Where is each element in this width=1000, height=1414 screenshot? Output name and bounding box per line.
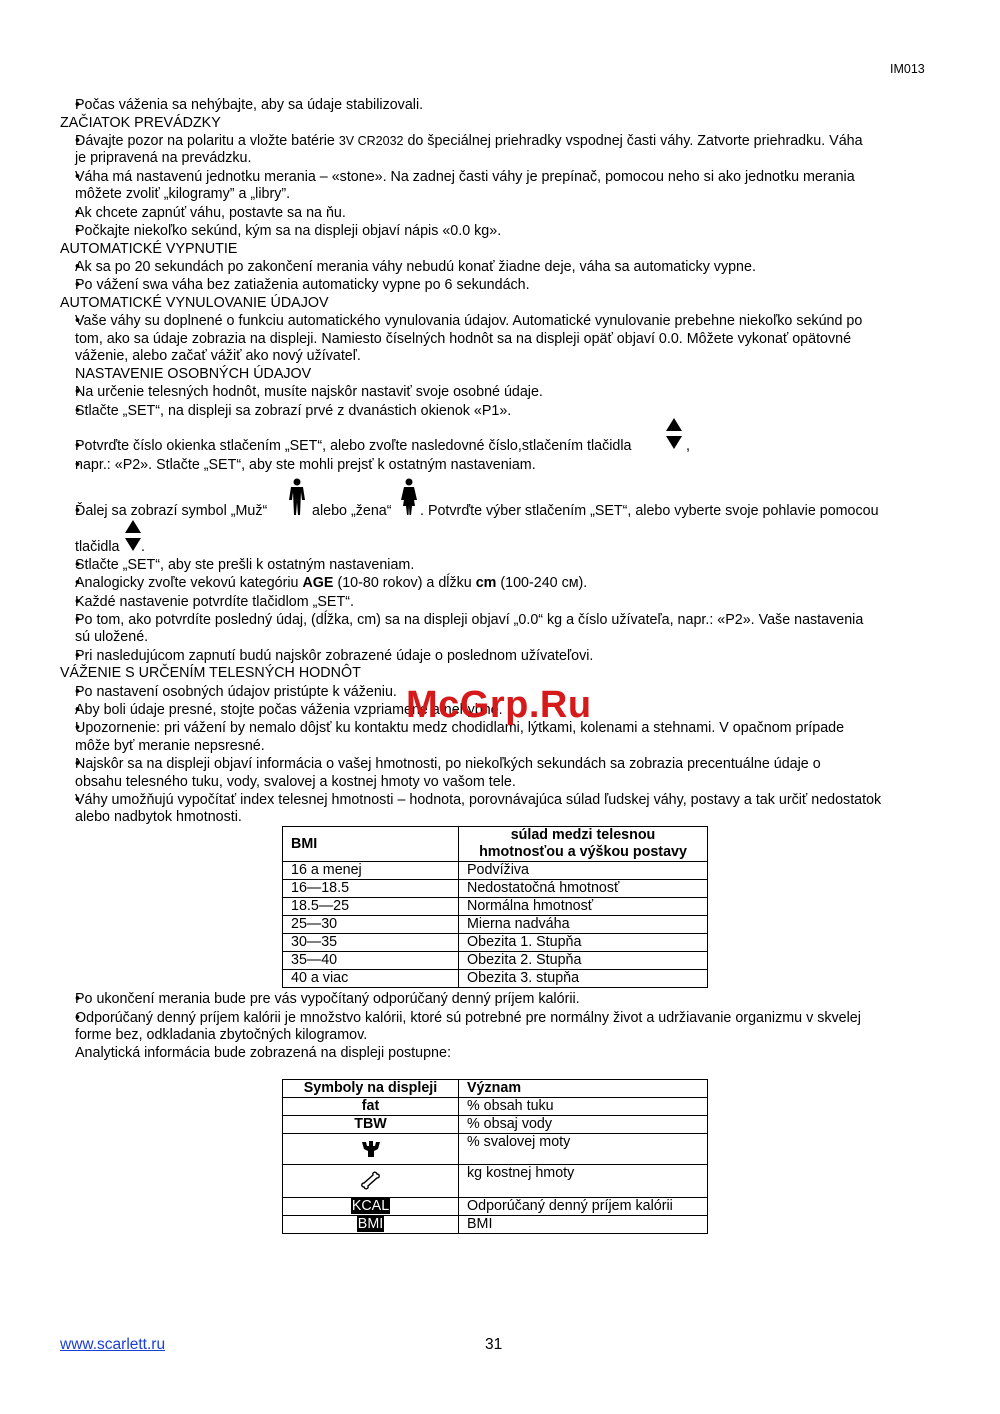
woman-icon (400, 478, 418, 520)
list-item: • Stlačte „SET“, aby ste prešli k ostatným nastaveniam. (75, 557, 414, 574)
comma: , (686, 438, 690, 454)
list-item: • Aby boli údaje presné, stojte počas váženia vzpriamene a nehybne. (75, 702, 503, 719)
table-header-row (283, 827, 708, 862)
table-row: % svalovej moty (283, 1134, 708, 1165)
watermark: McGrp.Ru (406, 684, 592, 726)
list-item-cont: môžete zvoliť „kilogramy” a „libry”. (75, 186, 291, 202)
table-row: 16 a menej Podvíživa (283, 862, 708, 880)
list-item: • Po nastavení osobných údajov pristúpte k váženiu. (75, 684, 397, 701)
list-item-cont: váženie, alebo začať vážiť ako nový užívateľ. (75, 348, 361, 364)
bmi-symbol: BMI (357, 1216, 384, 1232)
up-down-arrow-icon (665, 418, 683, 454)
list-item: • Každé nastavenie potvrdíte tlačidlom „SET“. (75, 594, 354, 611)
table-row: 25—30 Mierna nadváha (283, 916, 708, 934)
female-label: alebo „žena“ (312, 503, 392, 519)
list-item: • Počas váženia sa nehýbajte, aby sa údaje stabilizovali. (75, 97, 423, 114)
period: . (141, 539, 145, 555)
table-header-row (283, 1080, 708, 1098)
list-item: • Vaše váhy su doplnené o funkciu automatického vynulovania údajov. Automatické vynulovanie prebehne niekoľko sekúnd po (75, 313, 862, 330)
up-down-arrow-icon (124, 520, 142, 556)
list-item: • Váhy umožňujú vypočítať index telesnej hmotnosti – hodnota, porovnávajúca súlad ľudskej váhy, postavy a tak určiť nedostatok (75, 792, 881, 809)
table-row: 16—18.5 Nedostatočná hmotnosť (283, 880, 708, 898)
table-row: BMI BMI (283, 1216, 708, 1234)
table-row: 30—35 Obezita 1. Stupňa (283, 934, 708, 952)
table-header-cell: Význam (459, 1080, 708, 1098)
list-item: • Pri nasledujúcom zapnutí budú najskôr zobrazené údaje o poslednom užívateľovi. (75, 648, 593, 665)
list-item-cont: obsahu telesného tuku, vody, svalovej a kostnej hmoty vo vašom tele. (75, 774, 516, 790)
section-heading: AUTOMATICKÉ VYNULOVANIE ÚDAJOV (60, 295, 329, 311)
symbols-table (282, 1079, 708, 1234)
list-item: • Na určenie telesných hodnôt, musíte najskôr nastaviť svoje osobné údaje. (75, 384, 543, 401)
list-item: • Ďalej sa zobrazí symbol „Muž“ (75, 503, 267, 520)
list-item: • Dávajte pozor na polaritu a vložte batérie 3V CR2032 do špeciálnej priehradky vspodnej časti váhy. Zatvorte priehradku. Váha (75, 133, 863, 150)
list-item-cont: sú uložené. (75, 629, 149, 645)
section-heading: AUTOMATICKÉ VYPNUTIE (60, 241, 238, 257)
section-heading: ZAČIATOK PREVÁDZKY (60, 115, 221, 131)
list-item: • Najskôr sa na displeji objaví informácia o vašej hmotnosti, po niekoľkých sekundách sa zobrazia precentuálne údaje o (75, 756, 821, 773)
table-row: TBW % obsaj vody (283, 1116, 708, 1134)
list-item-cont: Analytická informácia bude zobrazená na displeji postupne: (75, 1045, 451, 1061)
list-item: • Ak chcete zapnúť váhu, postavte sa na ňu. (75, 205, 346, 222)
list-item-cont: je pripravená na prevádzku. (75, 150, 252, 166)
list-item-cont: môže byť meranie nepsresné. (75, 738, 265, 754)
list-item: • Analogicky zvoľte vekovú kategóriu AGE (10-80 rokov) a dĺžku cm (100-240 см). (75, 575, 587, 592)
muscle-icon (360, 1139, 382, 1159)
list-item: • napr.: «P2». Stlačte „SET“, aby ste mohli prejsť k ostatným nastaveniam. (75, 457, 536, 474)
man-icon (288, 478, 306, 520)
list-item: • Počkajte niekoľko sekúnd, kým sa na displeji objaví nápis «0.0 kg». (75, 223, 501, 240)
table-row: kg kostnej hmoty (283, 1165, 708, 1198)
list-item: • Ak sa po 20 sekundách po zakončení merania váhy nebudú konať žiadne deje, váha sa automaticky vypne. (75, 259, 756, 276)
list-item-cont: tom, ako sa údaje zobrazia na displeji. Namiesto číselných hodnôt sa na displeji opäť objaví 0.0. Môžete vykonať opätovné (75, 331, 852, 347)
list-item: • Váha má nastavenú jednotku merania – «stone». Na zadnej časti váhy je prepínač, pomocou neho si ako jednotku merania (75, 169, 855, 186)
bone-icon (359, 1170, 383, 1192)
list-item: • Po tom, ako potvrdíte posledný údaj, (dĺžka, cm) sa na displeji objaví „0.0“ kg a číslo užívateľa, napr.: «P2». Vaše nastavenia (75, 612, 863, 629)
list-item: • Upozornenie: pri vážení by nemalo dôjsť ku kontaktu medz chodidlami, lýtkami, kolenami a stehnami. V opačnom prípade (75, 720, 844, 737)
table-header-cell: Symboly na displeji (283, 1080, 459, 1098)
list-item: • Po ukončení merania bude pre vás vypočítaný odporúčaný denný príjem kalórii. (75, 991, 580, 1008)
list-item: • Stlačte „SET“, na displeji sa zobrazí prvé z dvanástich okienok «P1». (75, 403, 511, 420)
table-row: 35—40 Obezita 2. Stupňa (283, 952, 708, 970)
list-item-cont: . Potvrďte výber stlačením „SET“, alebo vyberte svoje pohlavie pomocou (420, 503, 879, 519)
section-heading: NASTAVENIE OSOBNÝCH ÚDAJOV (75, 366, 312, 382)
kcal-symbol: KCAL (351, 1198, 390, 1214)
list-item: • Odporúčaný denný príjem kalórii je množstvo kalórii, ktoré sú potrebné pre normálny život a udržiavanie organizmu v skvelej (75, 1010, 861, 1027)
table-header-cell: súlad medzi telesnou hmotnosťou a výškou postavy (459, 827, 708, 862)
model-code: IM013 (890, 62, 925, 76)
page-number: 31 (485, 1336, 503, 1353)
table-row: 40 a viac Obezita 3. stupňa (283, 970, 708, 988)
list-item-cont: tlačidla (75, 539, 120, 555)
section-heading: VÁŽENIE S URČENÍM TELESNÝCH HODNÔT (60, 665, 361, 681)
list-item: • Po vážení swa váha bez zatiaženia automaticky vypne po 6 sekundách. (75, 277, 530, 294)
footer-website-link[interactable]: www.scarlett.ru (60, 1336, 166, 1353)
list-item-cont: forme bez, odkladania zbytočných kilogramov. (75, 1027, 368, 1043)
table-row: fat % obsah tuku (283, 1098, 708, 1116)
list-item: • Potvrďte číslo okienka stlačením „SET“, alebo zvoľte nasledovné číslo,stlačením tlačidla (75, 438, 632, 455)
table-row: KCAL Odporúčaný denný príjem kalórii (283, 1198, 708, 1216)
list-item-cont: alebo nadbytok hmotnosti. (75, 809, 242, 825)
bmi-table (282, 826, 708, 988)
table-header-cell: BMI (283, 827, 459, 862)
table-row: 18.5—25 Normálna hmotnosť (283, 898, 708, 916)
